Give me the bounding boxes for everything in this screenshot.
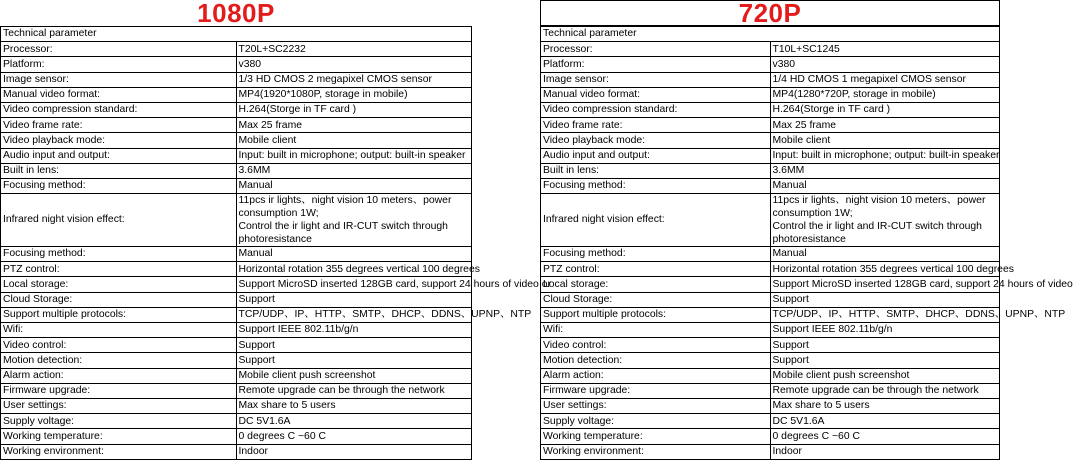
spec-label: Motion detection: — [541, 353, 771, 368]
spec-label: Manual video format: — [1, 87, 237, 102]
spec-label: User settings: — [541, 398, 771, 413]
spec-value-line: 11pcs ir lights、night vision 10 meters、power consumption 1W; — [772, 195, 986, 220]
spec-value: Manual — [770, 178, 1000, 193]
spec-label: Processor: — [541, 42, 771, 57]
spec-value: TCP/UDP、IP、HTTP、SMTP、DHCP、DDNS、UPNP、NTP — [770, 307, 1000, 322]
spec-label: Video control: — [1, 338, 237, 353]
table-header-row — [1, 27, 472, 42]
spec-label: User settings: — [1, 398, 237, 413]
spec-value: Support — [770, 353, 1000, 368]
table-row — [541, 368, 1000, 383]
spec-label: PTZ control: — [541, 262, 771, 277]
spec-label: Support multiple protocols: — [1, 307, 237, 322]
table-header-row — [541, 27, 1000, 42]
spec-value: MP4(1280*720P, storage in mobile) — [770, 87, 1000, 102]
spec-label: Video playback mode: — [1, 133, 237, 148]
table-row — [1, 178, 472, 193]
table-row — [1, 338, 472, 353]
spec-value: Support MicroSD inserted 128GB card, support 24 hours of video or — [236, 277, 472, 292]
spec-label: Cloud Storage: — [1, 292, 237, 307]
spec-value: Mobile client push screenshot — [770, 368, 1000, 383]
spec-value: Indoor — [770, 444, 1000, 459]
spec-value-line: Control the ir light and IR-CUT switch through photoresistance — [772, 221, 982, 246]
table-row — [541, 429, 1000, 444]
spec-value: Mobile client — [770, 133, 1000, 148]
table-row — [541, 57, 1000, 72]
panel-title-720p: 720P — [540, 0, 1000, 26]
spec-label: Motion detection: — [1, 353, 237, 368]
table-row — [1, 262, 472, 277]
spec-label: Audio input and output: — [1, 148, 237, 163]
spec-label: Working environment: — [1, 444, 237, 459]
table-row — [1, 323, 472, 338]
table-row — [1, 102, 472, 117]
spec-label: Built in lens: — [541, 163, 771, 178]
spec-value: Manual — [770, 247, 1000, 262]
spec-label: Video compression standard: — [541, 102, 771, 117]
spec-value: Mobile client push screenshot — [236, 368, 472, 383]
spec-label: Processor: — [1, 42, 237, 57]
spec-value: 3.6MM — [236, 163, 472, 178]
spec-panel-720p — [540, 0, 1073, 460]
spec-table-720p — [540, 26, 1073, 460]
table-row — [1, 148, 472, 163]
spec-value: DC 5V1.6A — [770, 414, 1000, 429]
table-row — [541, 87, 1000, 102]
spec-value: 0 degrees C ~60 C — [770, 429, 1000, 444]
spec-value: 1/3 HD CMOS 2 megapixel CMOS sensor — [236, 72, 472, 87]
spec-label: Video frame rate: — [541, 118, 771, 133]
table-row — [1, 194, 472, 247]
spec-value: DC 5V1.6A — [236, 414, 472, 429]
spec-label: Infrared night vision effect: — [1, 194, 237, 247]
spec-value: TCP/UDP、IP、HTTP、SMTP、DHCP、DDNS、UPNP、NTP — [236, 307, 472, 322]
spec-value: Manual — [236, 247, 472, 262]
table-row — [541, 163, 1000, 178]
table-row — [1, 57, 472, 72]
table-row — [1, 444, 472, 459]
spec-label: Working environment: — [541, 444, 771, 459]
spec-label: Firmware upgrade: — [541, 383, 771, 398]
panel-title-1080p: 1080P — [197, 0, 275, 28]
spec-value: H.264(Storge in TF card ) — [236, 102, 472, 117]
table-row — [541, 133, 1000, 148]
spec-label: Support multiple protocols: — [541, 307, 771, 322]
spec-value: T10L+SC1245 — [770, 42, 1000, 57]
spec-value: Manual — [236, 178, 472, 193]
spec-value: 0 degrees C ~60 C — [236, 429, 472, 444]
spec-label: Wifi: — [541, 323, 771, 338]
spec-label: Supply voltage: — [1, 414, 237, 429]
spec-value: 1/4 HD CMOS 1 megapixel CMOS sensor — [770, 72, 1000, 87]
spec-label: Working temperature: — [1, 429, 237, 444]
table-row — [1, 247, 472, 262]
table-row — [1, 353, 472, 368]
table-row — [541, 277, 1000, 292]
spec-value — [236, 194, 472, 247]
spec-value: Max 25 frame — [236, 118, 472, 133]
table-row — [541, 194, 1000, 247]
spec-label: Platform: — [1, 57, 237, 72]
spec-label: Focusing method: — [541, 247, 771, 262]
spec-label: Alarm action: — [1, 368, 237, 383]
table-row — [1, 118, 472, 133]
table-row — [1, 133, 472, 148]
spec-value — [770, 194, 1000, 247]
table-row — [1, 72, 472, 87]
spec-label: Wifi: — [1, 323, 237, 338]
spec-label: Cloud Storage: — [541, 292, 771, 307]
table-row — [541, 118, 1000, 133]
table-row — [1, 163, 472, 178]
spec-label: Video compression standard: — [1, 102, 237, 117]
spec-value: Horizontal rotation 355 degrees vertical 100 degrees — [770, 262, 1000, 277]
spec-label: Platform: — [541, 57, 771, 72]
spec-value: Support IEEE 802.11b/g/n — [236, 323, 472, 338]
table-row — [541, 178, 1000, 193]
spec-label: Video control: — [541, 338, 771, 353]
table-row — [1, 307, 472, 322]
table-row — [541, 414, 1000, 429]
table-row — [541, 398, 1000, 413]
spec-label: Local storage: — [1, 277, 237, 292]
spec-value: Max share to 5 users — [236, 398, 472, 413]
spec-value: Support — [770, 292, 1000, 307]
spec-value-line: 11pcs ir lights、night vision 10 meters、power consumption 1W; — [238, 195, 452, 220]
spec-value: Max 25 frame — [770, 118, 1000, 133]
table-row — [1, 429, 472, 444]
spec-value: Mobile client — [236, 133, 472, 148]
table-row — [541, 292, 1000, 307]
spec-value: Remote upgrade can be through the network — [770, 383, 1000, 398]
spec-table-1080p — [0, 26, 551, 460]
table-row — [541, 42, 1000, 57]
spec-value: Indoor — [236, 444, 472, 459]
table-header-cell: Technical parameter — [1, 27, 472, 42]
spec-value: Horizontal rotation 355 degrees vertical 100 degrees — [236, 262, 472, 277]
spec-label: Firmware upgrade: — [1, 383, 237, 398]
table-row — [1, 87, 472, 102]
spec-value: Support — [236, 353, 472, 368]
table-row — [541, 72, 1000, 87]
table-row — [1, 277, 472, 292]
spec-value: Support — [236, 292, 472, 307]
spec-label: Built in lens: — [1, 163, 237, 178]
spec-label: Supply voltage: — [541, 414, 771, 429]
spec-label: Local storage: — [541, 277, 771, 292]
spec-label: Image sensor: — [541, 72, 771, 87]
table-row — [541, 307, 1000, 322]
table-row — [1, 414, 472, 429]
spec-label: Audio input and output: — [541, 148, 771, 163]
table-row — [541, 262, 1000, 277]
table-row — [1, 42, 472, 57]
spec-value: Input: built in microphone; output: built-in speaker — [236, 148, 472, 163]
spec-label: Manual video format: — [541, 87, 771, 102]
spec-value: Support IEEE 802.11b/g/n — [770, 323, 1000, 338]
spec-label: PTZ control: — [1, 262, 237, 277]
table-row — [541, 148, 1000, 163]
spec-value: Support — [236, 338, 472, 353]
spec-value: 3.6MM — [770, 163, 1000, 178]
spec-label: Image sensor: — [1, 72, 237, 87]
spec-label: Focusing method: — [1, 247, 237, 262]
spec-value-line: Control the ir light and IR-CUT switch through photoresistance — [238, 221, 448, 246]
spec-value: T20L+SC2232 — [236, 42, 472, 57]
spec-label: Video frame rate: — [1, 118, 237, 133]
table-row — [541, 383, 1000, 398]
spec-value: MP4(1920*1080P, storage in mobile) — [236, 87, 472, 102]
table-row — [1, 368, 472, 383]
table-row — [541, 247, 1000, 262]
table-header-cell: Technical parameter — [541, 27, 1000, 42]
spec-value: Remote upgrade can be through the network — [236, 383, 472, 398]
spec-label: Focusing method: — [1, 178, 237, 193]
spec-value: H.264(Storge in TF card ) — [770, 102, 1000, 117]
spec-value: Support — [770, 338, 1000, 353]
spec-value: Max share to 5 users — [770, 398, 1000, 413]
spec-value: Support MicroSD inserted 128GB card, support 24 hours of video — [770, 277, 1000, 292]
spec-label: Focusing method: — [541, 178, 771, 193]
spec-value: v380 — [236, 57, 472, 72]
table-row — [1, 398, 472, 413]
spec-label: Working temperature: — [541, 429, 771, 444]
spec-label: Video playback mode: — [541, 133, 771, 148]
spec-label: Alarm action: — [541, 368, 771, 383]
table-row — [541, 323, 1000, 338]
table-row — [541, 444, 1000, 459]
spec-value: Input: built in microphone; output: built-in speaker — [770, 148, 1000, 163]
table-row — [1, 383, 472, 398]
table-row — [541, 102, 1000, 117]
spec-value: v380 — [770, 57, 1000, 72]
table-row — [1, 292, 472, 307]
table-row — [541, 353, 1000, 368]
spec-label: Infrared night vision effect: — [541, 194, 771, 247]
table-row — [541, 338, 1000, 353]
